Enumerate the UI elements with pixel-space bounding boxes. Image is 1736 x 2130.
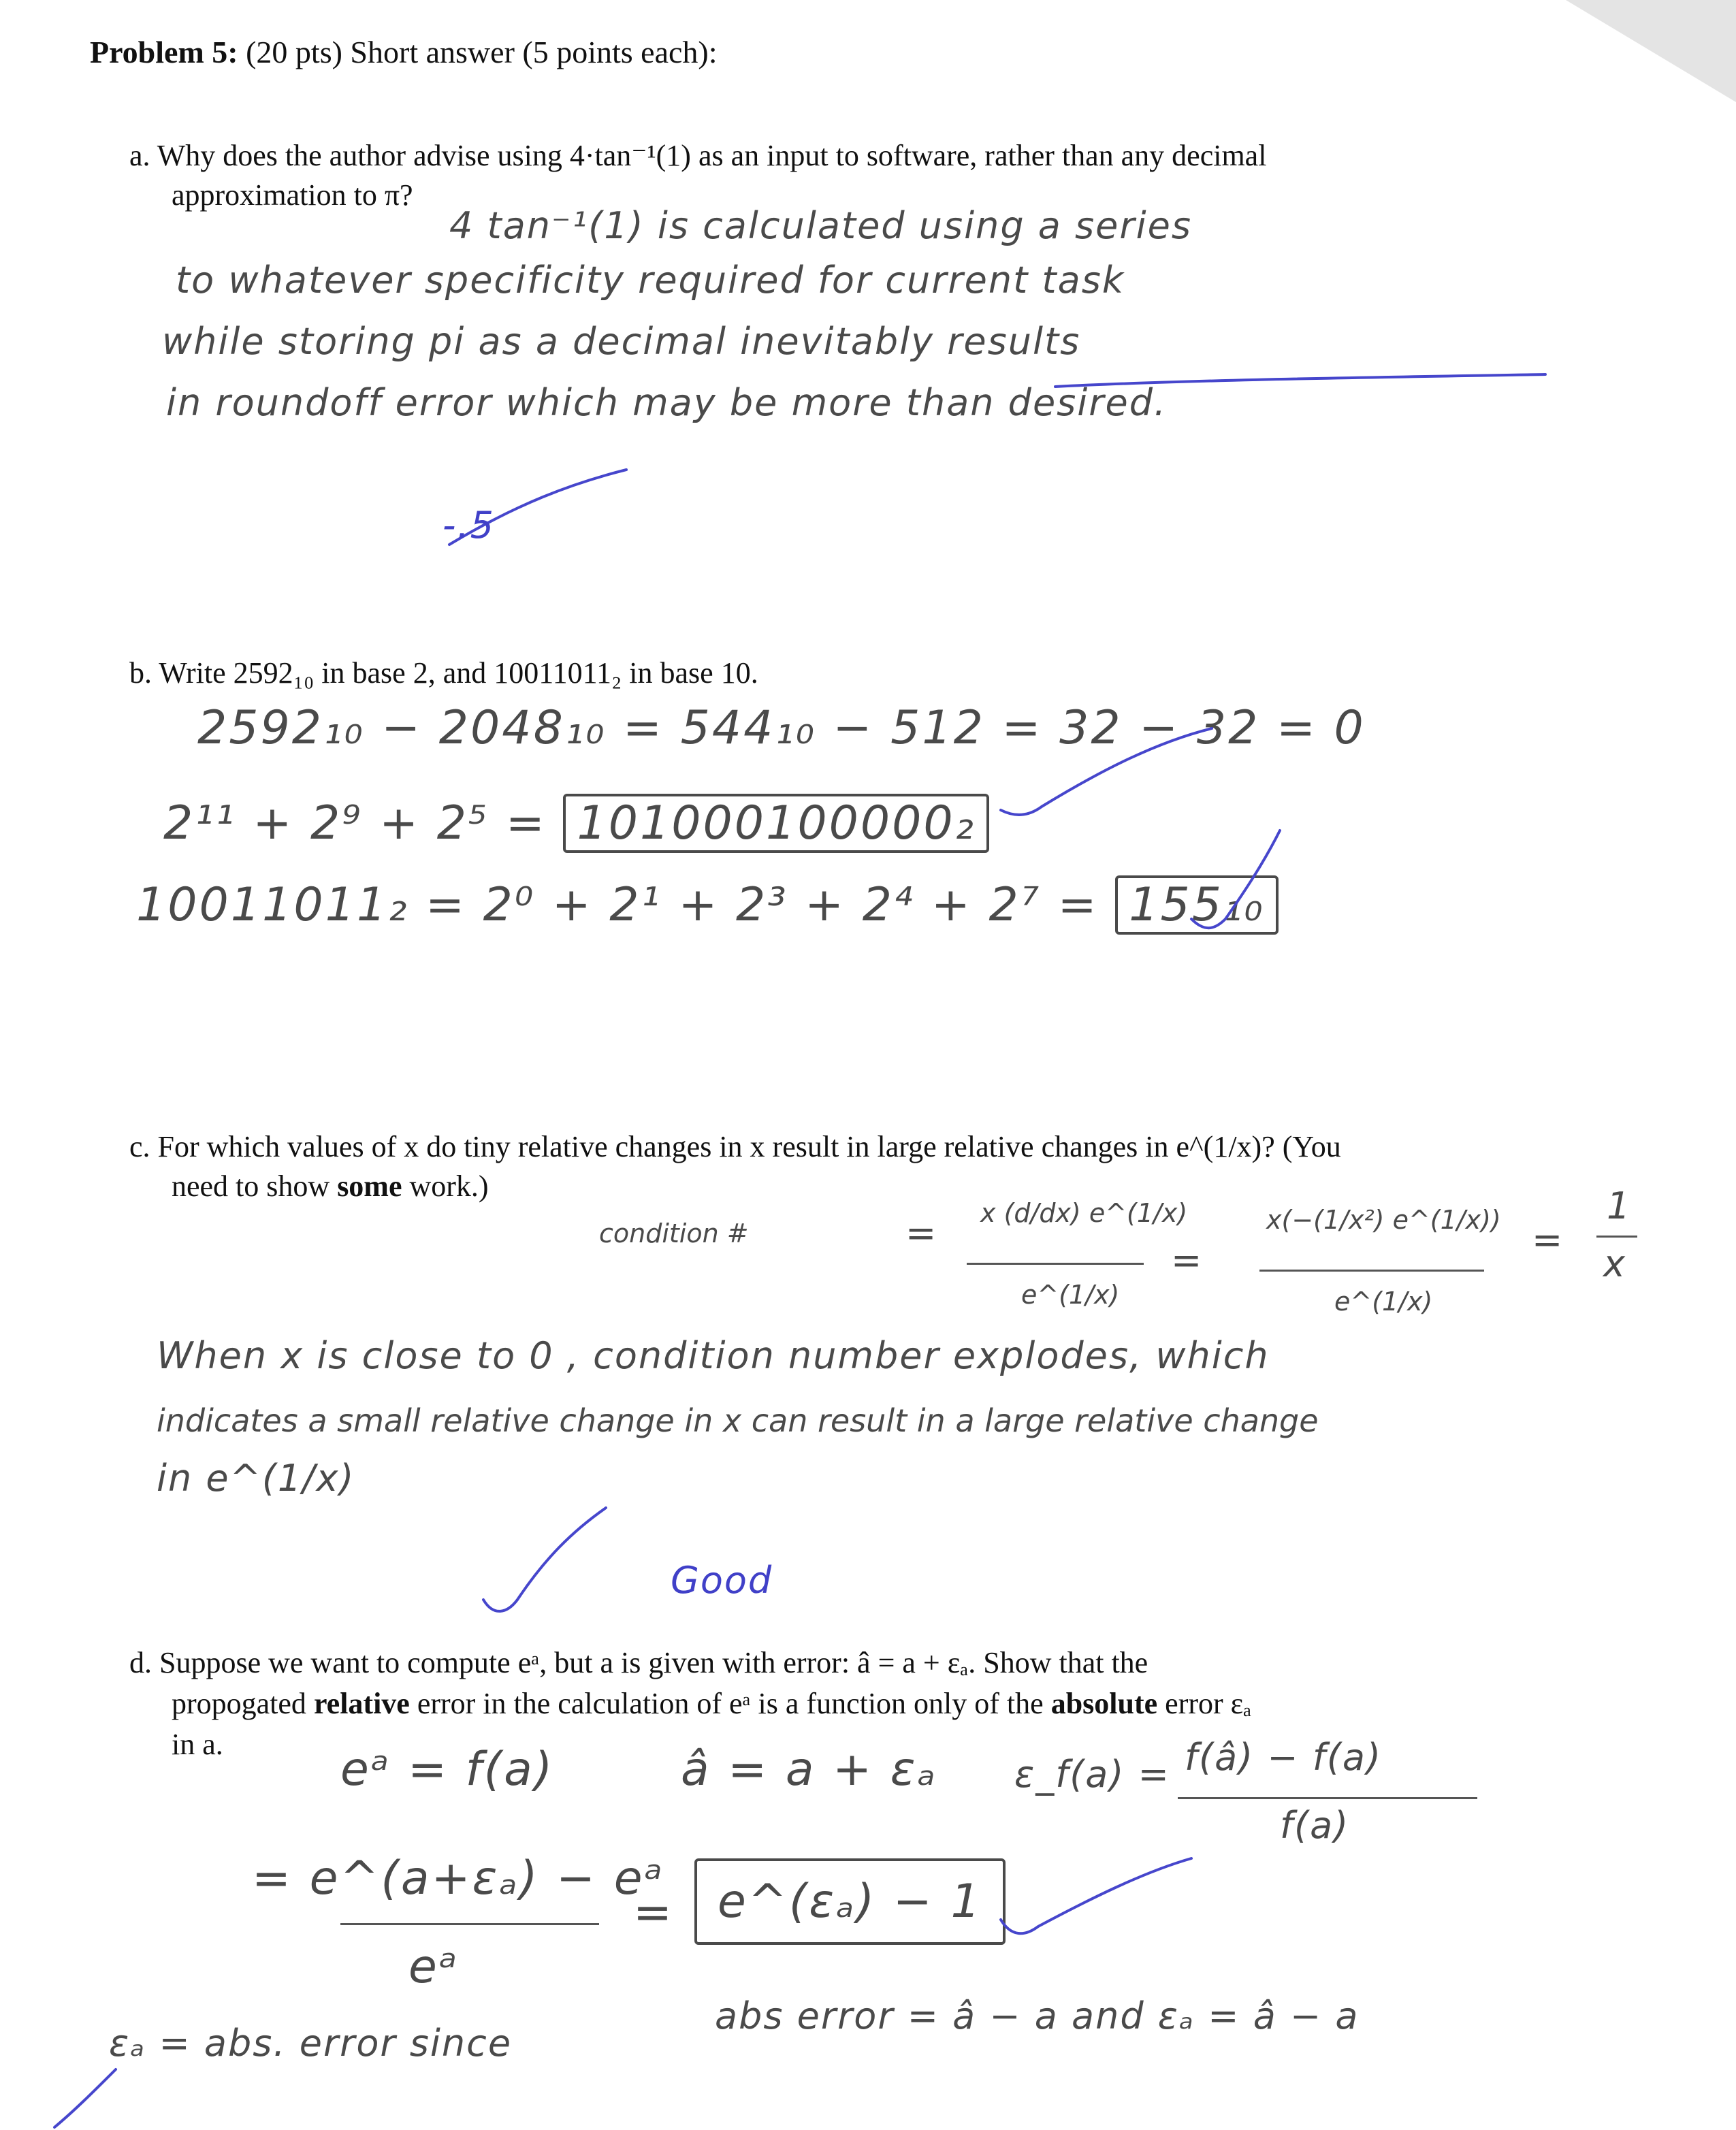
part-c-condition-label: condition #: [599, 1219, 749, 1248]
part-d-bottom-right-note: abs error = â − a and εₐ = â − a: [715, 1995, 1360, 2037]
part-d-checkmark: [994, 1852, 1198, 1947]
part-d-prompt-pre: propogated: [172, 1687, 314, 1720]
part-c-prompt-line1: c. For which values of x do tiny relative changes in x result in large relative changes in e^(1/x)? (You: [129, 1130, 1341, 1163]
part-c-frac2-bar: [1259, 1270, 1484, 1272]
part-b-binary-answer-box: 101000100000₂: [563, 794, 988, 853]
part-d-equals: =: [633, 1886, 674, 1939]
part-c-frac1-denominator: e^(1/x): [1021, 1280, 1120, 1310]
part-d-bottom-left-note: εₐ = abs. error since: [109, 2022, 513, 2065]
part-d-relative-error-bar: [1178, 1797, 1477, 1799]
part-c-frac1-numerator: x (d/dx) e^(1/x): [980, 1198, 1188, 1228]
part-d-ea-definition: eᵃ = f(a): [340, 1743, 555, 1796]
part-c-frac2-numerator: x(−(1/x²) e^(1/x)): [1266, 1205, 1501, 1235]
part-d-prompt-line3: in a.: [172, 1728, 223, 1761]
part-b-prompt: b. Write 2592₁₀ in base 2, and 10011011₂ in base 10.: [129, 656, 758, 690]
part-d-prompt-line2: [172, 1684, 1251, 1724]
part-c-equals-3: =: [1532, 1219, 1564, 1261]
part-c-prompt-post: work.): [402, 1169, 489, 1203]
part-d-relative-error-lhs: ε_f(a) =: [1014, 1753, 1170, 1796]
part-c-equals-2: =: [1171, 1239, 1204, 1282]
part-d-prompt-bold-relative: relative: [313, 1687, 410, 1720]
part-d-ahat-definition: â = a + εₐ: [681, 1743, 938, 1796]
part-c-frac2-denominator: e^(1/x): [1334, 1287, 1433, 1317]
part-b-checkmark-2: [1185, 824, 1287, 939]
part-a-grade-mark: -.5: [443, 504, 496, 547]
part-b-decimal-answer-box: 155₁₀: [1115, 875, 1278, 935]
part-c-result-numerator: 1: [1607, 1184, 1632, 1227]
part-c-equals-1: =: [905, 1212, 938, 1255]
part-b-work-line3: [136, 878, 1279, 932]
part-c-prompt-line2: [172, 1167, 489, 1206]
part-b-decimal-sum: 10011011₂ = 2⁰ + 2¹ + 2³ + 2⁴ + 2⁷ =: [136, 878, 1099, 932]
part-c-answer-line3: in e^(1/x): [157, 1457, 355, 1500]
part-b-checkmark-1: [994, 722, 1219, 830]
part-a-prompt-line2: approximation to π?: [172, 178, 413, 212]
part-a-answer-line3: while storing pi as a decimal inevitably results: [162, 320, 1081, 363]
part-c-prompt-pre: need to show: [172, 1169, 338, 1203]
part-d-relative-error-numerator: f(â) − f(a): [1185, 1736, 1383, 1779]
part-a-answer-line1: 4 tan⁻¹(1) is calculated using a series: [449, 204, 1192, 247]
part-a-answer-line4: in roundoff error which may be more than desired.: [166, 381, 1168, 424]
part-d-prompt-bold-absolute: absolute: [1050, 1687, 1158, 1720]
part-c-answer-line1: When x is close to 0 , condition number explodes, which: [157, 1334, 1270, 1377]
part-c-frac1-bar: [967, 1263, 1144, 1265]
part-c-result-denominator: x: [1603, 1242, 1626, 1285]
part-a-underline-mark: [1048, 368, 1552, 395]
part-c-prompt-bold: some: [337, 1169, 402, 1203]
part-d-fraction-denominator: eᵃ: [408, 1940, 460, 1994]
part-b-work-line2: [163, 796, 989, 850]
part-a-answer-line2: to whatever specificity required for current task: [176, 259, 1125, 302]
part-d-relative-error-denominator: f(a): [1280, 1804, 1350, 1847]
part-d-fraction-numerator: = e^(a+εₐ) − eᵃ: [252, 1852, 665, 1905]
part-c-answer-line2: indicates a small relative change in x can result in a large relative change: [157, 1402, 1319, 1439]
part-d-prompt-line1: d. Suppose we want to compute eᵃ, but a is given with error: â = a + εₐ. Show that the: [129, 1646, 1148, 1679]
part-d-prompt-mid: error in the calculation of eᵃ is a function only of the: [409, 1687, 1051, 1720]
part-c-result-bar: [1596, 1236, 1637, 1238]
page-corner-fold: [1566, 0, 1736, 102]
part-a-prompt-line1: a. Why does the author advise using 4·tan⁻¹(1) as an input to software, rather than any decimal: [129, 139, 1267, 172]
bottom-margin-check: [41, 2063, 123, 2130]
part-c-checkmark: [477, 1498, 613, 1620]
part-d-boxed-result: e^(εₐ) − 1: [694, 1858, 1006, 1945]
part-d-fraction-bar: [340, 1923, 599, 1925]
part-d-prompt-post: error εₐ: [1157, 1687, 1252, 1720]
part-b-power-sum: 2¹¹ + 2⁹ + 2⁵ =: [163, 796, 547, 850]
problem-label: Problem 5:: [90, 35, 238, 69]
part-c-grader-comment: Good: [671, 1559, 773, 1602]
problem-header-rest: (20 pts) Short answer (5 points each):: [246, 35, 718, 69]
part-b-work-line1: 2592₁₀ − 2048₁₀ = 544₁₀ − 512 = 32 − 32 = 0: [197, 701, 1366, 755]
problem-header: [90, 33, 718, 72]
